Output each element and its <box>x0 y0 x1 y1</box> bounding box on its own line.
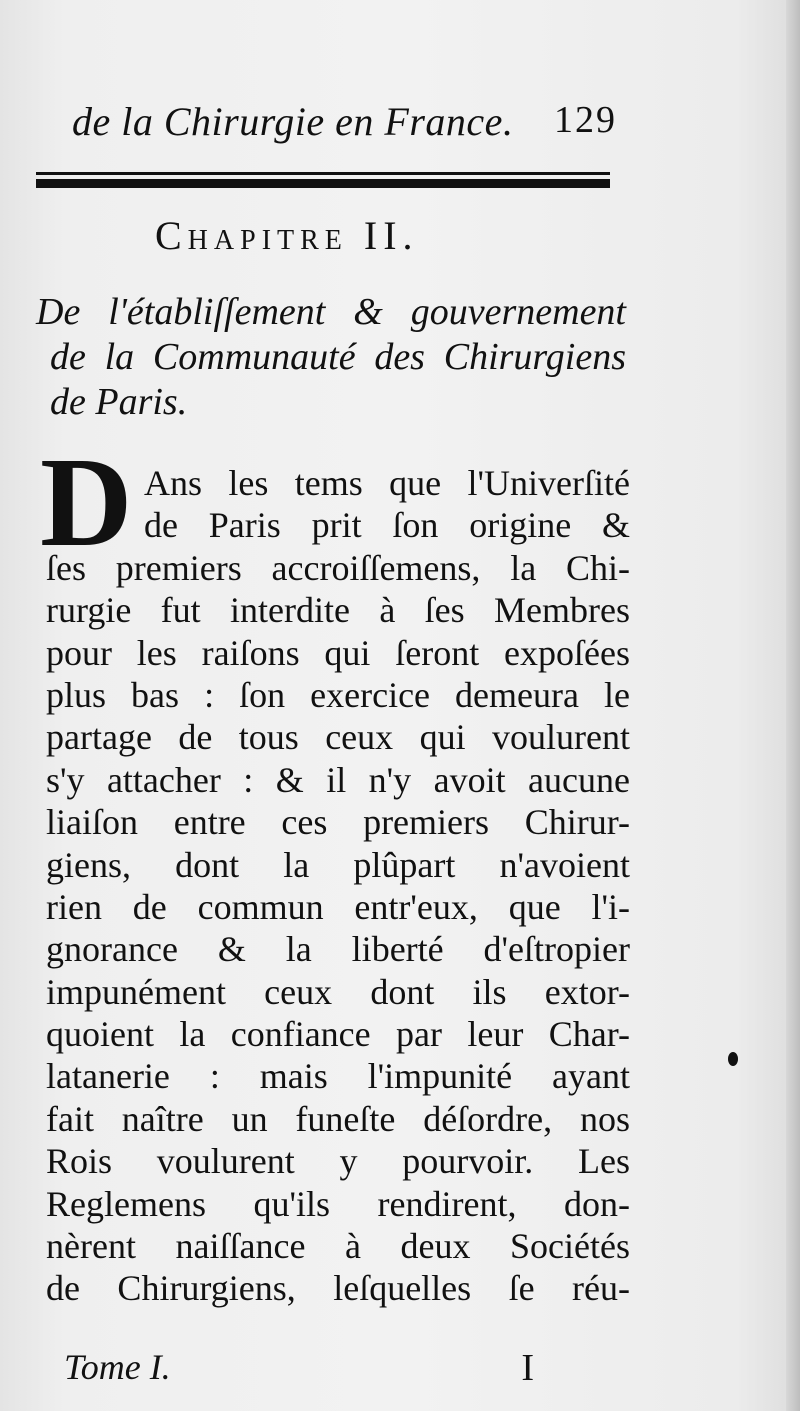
subtitle-line: De l'établiſſement & gouvernement <box>36 291 626 333</box>
rule-thin-line <box>36 172 610 175</box>
text-line: gnorance & la liberté d'eſtropier <box>46 929 630 970</box>
text-line: Reglemens qu'ils rendirent, don- <box>46 1183 630 1224</box>
text-line: Rois voulurent y pourvoir. Les <box>46 1141 630 1182</box>
text-line: partage de tous ceux qui voulurent <box>46 717 630 758</box>
text-line: nèrent naiſſance à deux Sociétés <box>46 1226 630 1267</box>
text-line: giens, dont la plûpart n'avoient <box>46 844 630 885</box>
text-line: Ans les tems que l'Univerſité <box>144 463 630 503</box>
text-line: fait naître un funeſte déſordre, nos <box>46 1098 630 1139</box>
volume-signature: Tome I. <box>64 1347 171 1387</box>
text-line: liaiſon entre ces premiers Chirur- <box>46 802 630 843</box>
subtitle-line: de la Communauté des Chirurgiens <box>50 336 626 378</box>
chapter-subtitle <box>36 290 626 425</box>
text-line: quoient la confiance par leur Char- <box>46 1014 630 1055</box>
drop-cap: D <box>40 431 133 573</box>
signature-mark: I <box>521 1347 534 1389</box>
page-footer <box>64 1346 534 1392</box>
running-title: de la Chirurgie en France. <box>72 99 514 144</box>
text-line: plus bas : ſon exercice demeura le <box>46 674 630 715</box>
running-head <box>72 98 617 150</box>
ink-speck <box>728 1052 738 1066</box>
page-number: 129 <box>554 99 617 141</box>
text-line: latanerie : mais l'impunité ayant <box>46 1056 630 1097</box>
header-rule <box>36 172 610 190</box>
subtitle-line: de Paris. <box>50 381 188 423</box>
text-line: de Chirurgiens, leſquelles ſe réu- <box>46 1268 630 1309</box>
text-line: ſes premiers accroiſſemens, la Chi- <box>46 547 630 588</box>
body-text <box>46 462 630 1310</box>
text-line: de Paris prit ſon origine & <box>144 505 630 546</box>
rule-thick-line <box>36 179 610 188</box>
text-line: pour les raiſons qui ſeront expoſées <box>46 632 630 673</box>
chapter-heading: Chapitre II. <box>155 213 419 258</box>
text-line: rurgie fut interdite à ſes Membres <box>46 590 630 631</box>
page-gutter <box>786 0 800 1411</box>
text-line: rien de commun entr'eux, que l'i- <box>46 886 630 927</box>
text-line: s'y attacher : & il n'y avoit aucune <box>46 759 630 800</box>
text-line: impunément ceux dont ils extor- <box>46 971 630 1012</box>
